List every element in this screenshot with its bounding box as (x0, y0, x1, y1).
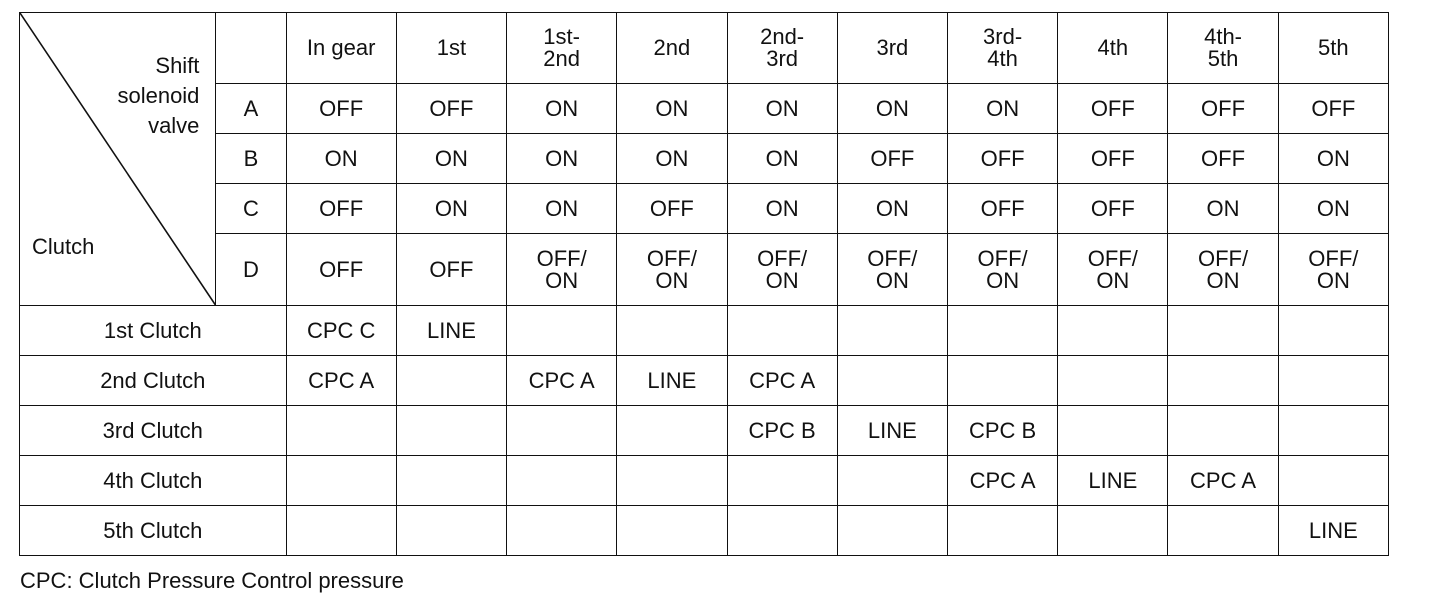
valve-state-cell (1058, 84, 1168, 134)
clutch-pressure-cell (1168, 306, 1278, 356)
valve-state-cell (727, 84, 837, 134)
clutch-pressure-cell (1278, 356, 1388, 406)
valve-row (20, 184, 1389, 234)
valve-state-cell (1058, 184, 1168, 234)
valve-label: C (216, 184, 286, 234)
column-header (396, 13, 506, 84)
column-header-label: In gear (306, 35, 376, 60)
clutch-pressure-cell (1168, 406, 1278, 456)
valve-state: ON (545, 95, 579, 121)
valve-state: ON (545, 145, 579, 171)
valve-state: ON (434, 145, 468, 171)
valve-state-cell (396, 84, 506, 134)
valve-state-cell (507, 84, 617, 134)
clutch-pressure-cell (286, 456, 396, 506)
shift-table-container (19, 12, 1389, 556)
valve-state-cell (507, 134, 617, 184)
clutch-pressure-cell (1168, 506, 1278, 556)
valve-state-cell (1168, 234, 1278, 306)
valve-row (20, 134, 1389, 184)
valve-state: OFF (319, 95, 364, 121)
clutch-row-label: 2nd Clutch (20, 356, 287, 406)
valve-state: ON (324, 145, 358, 171)
clutch-pressure-cell: CPC B (947, 406, 1057, 456)
clutch-pressure-cell (947, 306, 1057, 356)
clutch-row (20, 356, 1389, 406)
valve-state: ON (875, 95, 909, 121)
valve-state-cell (727, 134, 837, 184)
clutch-row-label: 4th Clutch (20, 456, 287, 506)
clutch-pressure-cell (1278, 456, 1388, 506)
valve-state: OFF (319, 195, 364, 221)
clutch-pressure-cell (1058, 406, 1168, 456)
valve-state-cell (837, 234, 947, 306)
corner-header-cell (20, 13, 216, 306)
clutch-pressure-cell (507, 506, 617, 556)
clutch-pressure-cell (837, 506, 947, 556)
valve-state: ON (986, 95, 1020, 121)
column-header-label: 1st- 2nd (543, 24, 580, 71)
valve-state: ON (875, 195, 909, 221)
valve-label-header (216, 13, 286, 84)
clutch-label: Clutch (32, 234, 95, 259)
valve-row (20, 234, 1389, 306)
clutch-pressure-cell (617, 406, 727, 456)
clutch-pressure-cell: CPC C (286, 306, 396, 356)
clutch-pressure-cell: CPC A (507, 356, 617, 406)
valve-label: D (216, 234, 286, 306)
column-header (507, 13, 617, 84)
clutch-row (20, 506, 1389, 556)
valve-state-cell (727, 234, 837, 306)
column-header (947, 13, 1057, 84)
valve-state-cell (947, 84, 1057, 134)
valve-state: ON (1316, 195, 1350, 221)
valve-state: ON (434, 195, 468, 221)
valve-state: ON (655, 95, 689, 121)
valve-state: OFF (980, 145, 1025, 171)
column-header-label: 3rd (876, 35, 909, 60)
clutch-pressure-cell (1058, 306, 1168, 356)
valve-state-cell (837, 134, 947, 184)
column-header (1278, 13, 1388, 84)
valve-state: OFF (1090, 145, 1135, 171)
clutch-pressure-cell (837, 356, 947, 406)
valve-state-cell (617, 234, 727, 306)
valve-label: B (216, 134, 286, 184)
column-header (727, 13, 837, 84)
valve-state-cell (286, 84, 396, 134)
valve-state-cell (1278, 184, 1388, 234)
clutch-pressure-cell (396, 406, 506, 456)
valve-state: ON (1206, 195, 1240, 221)
valve-state-cell (1278, 84, 1388, 134)
valve-state-cell (396, 234, 506, 306)
valve-state-cell (947, 234, 1057, 306)
column-header-label: 3rd- 4th (983, 24, 1023, 71)
valve-state: OFF (1090, 195, 1135, 221)
valve-state: OFF (1201, 95, 1246, 121)
clutch-pressure-cell: CPC A (947, 456, 1057, 506)
clutch-pressure-cell (396, 456, 506, 506)
clutch-pressure-cell (1058, 356, 1168, 406)
valve-state: ON (765, 195, 799, 221)
shift-solenoid-label: Shift solenoid valve (117, 53, 200, 138)
valve-state-cell (396, 134, 506, 184)
valve-label: A (216, 84, 286, 134)
valve-state-cell (617, 84, 727, 134)
valve-state: OFF/ ON (646, 245, 697, 293)
clutch-row (20, 406, 1389, 456)
clutch-row (20, 456, 1389, 506)
column-header-label: 1st (436, 35, 467, 60)
valve-state-cell (727, 184, 837, 234)
clutch-pressure-cell (617, 456, 727, 506)
valve-state: OFF (319, 256, 364, 282)
clutch-pressure-cell (396, 506, 506, 556)
clutch-pressure-cell (396, 356, 506, 406)
clutch-pressure-cell: LINE (1278, 506, 1388, 556)
clutch-pressure-cell (617, 306, 727, 356)
clutch-pressure-cell: CPC A (727, 356, 837, 406)
clutch-row (20, 306, 1389, 356)
valve-state-cell (947, 184, 1057, 234)
valve-state-cell (507, 184, 617, 234)
clutch-pressure-cell: LINE (1058, 456, 1168, 506)
valve-state: OFF/ ON (867, 245, 918, 293)
clutch-pressure-cell (1278, 306, 1388, 356)
clutch-pressure-cell (507, 406, 617, 456)
valve-state: OFF (1201, 145, 1246, 171)
header-row (20, 13, 1389, 84)
valve-state: OFF/ ON (1198, 245, 1249, 293)
valve-state: OFF (1311, 95, 1356, 121)
column-header (286, 13, 396, 84)
clutch-pressure-cell: CPC A (1168, 456, 1278, 506)
valve-state: ON (655, 145, 689, 171)
valve-state-cell (1168, 184, 1278, 234)
clutch-row-label: 3rd Clutch (20, 406, 287, 456)
valve-state: OFF (429, 95, 474, 121)
valve-state: OFF (870, 145, 915, 171)
valve-state-cell (617, 134, 727, 184)
clutch-pressure-cell (507, 306, 617, 356)
clutch-pressure-cell: LINE (396, 306, 506, 356)
column-header (837, 13, 947, 84)
valve-state: ON (545, 195, 579, 221)
valve-state: OFF (649, 195, 694, 221)
clutch-pressure-cell (947, 506, 1057, 556)
valve-state-cell (507, 234, 617, 306)
valve-state-cell (947, 134, 1057, 184)
valve-state-cell (617, 184, 727, 234)
clutch-pressure-cell (507, 456, 617, 506)
valve-state-cell (1278, 234, 1388, 306)
valve-state-cell (837, 84, 947, 134)
valve-state: ON (765, 145, 799, 171)
clutch-pressure-cell (837, 456, 947, 506)
valve-state: OFF (980, 195, 1025, 221)
clutch-row-label: 5th Clutch (20, 506, 287, 556)
valve-state-cell (837, 184, 947, 234)
footnote: CPC: Clutch Pressure Control pressure (20, 568, 404, 593)
column-header (617, 13, 727, 84)
valve-state-cell (1058, 134, 1168, 184)
column-header-label: 2nd- 3rd (760, 24, 805, 71)
column-header (1168, 13, 1278, 84)
valve-state: OFF/ ON (536, 245, 587, 293)
clutch-pressure-cell: LINE (617, 356, 727, 406)
column-header-label: 4th- 5th (1204, 24, 1243, 71)
column-header (1058, 13, 1168, 84)
valve-state-cell (1278, 134, 1388, 184)
valve-state: ON (1316, 145, 1350, 171)
valve-state-cell (1058, 234, 1168, 306)
clutch-pressure-cell (947, 356, 1057, 406)
valve-state-cell (1168, 84, 1278, 134)
clutch-pressure-cell (286, 406, 396, 456)
valve-state: OFF (1090, 95, 1135, 121)
column-header-label: 4th (1097, 35, 1129, 60)
clutch-pressure-cell: CPC B (727, 406, 837, 456)
clutch-pressure-cell (837, 306, 947, 356)
valve-state: OFF/ ON (1087, 245, 1138, 293)
column-header-label: 2nd (653, 35, 691, 60)
shift-solenoid-table (19, 12, 1389, 556)
clutch-pressure-cell: CPC A (286, 356, 396, 406)
clutch-pressure-cell (1168, 356, 1278, 406)
clutch-pressure-cell (727, 506, 837, 556)
valve-state-cell (286, 234, 396, 306)
clutch-pressure-cell (617, 506, 727, 556)
clutch-pressure-cell: LINE (837, 406, 947, 456)
valve-state: OFF/ ON (1308, 245, 1359, 293)
valve-state-cell (396, 184, 506, 234)
valve-state-cell (286, 184, 396, 234)
column-header-label: 5th (1318, 35, 1349, 60)
valve-state-cell (1168, 134, 1278, 184)
clutch-pressure-cell (1278, 406, 1388, 456)
valve-row (20, 84, 1389, 134)
valve-state: ON (765, 95, 799, 121)
valve-state: OFF/ ON (977, 245, 1028, 293)
valve-state-cell (286, 134, 396, 184)
clutch-row-label: 1st Clutch (20, 306, 287, 356)
clutch-pressure-cell (1058, 506, 1168, 556)
valve-state: OFF/ ON (757, 245, 808, 293)
clutch-pressure-cell (286, 506, 396, 556)
clutch-pressure-cell (727, 456, 837, 506)
valve-state: OFF (429, 256, 474, 282)
clutch-pressure-cell (727, 306, 837, 356)
